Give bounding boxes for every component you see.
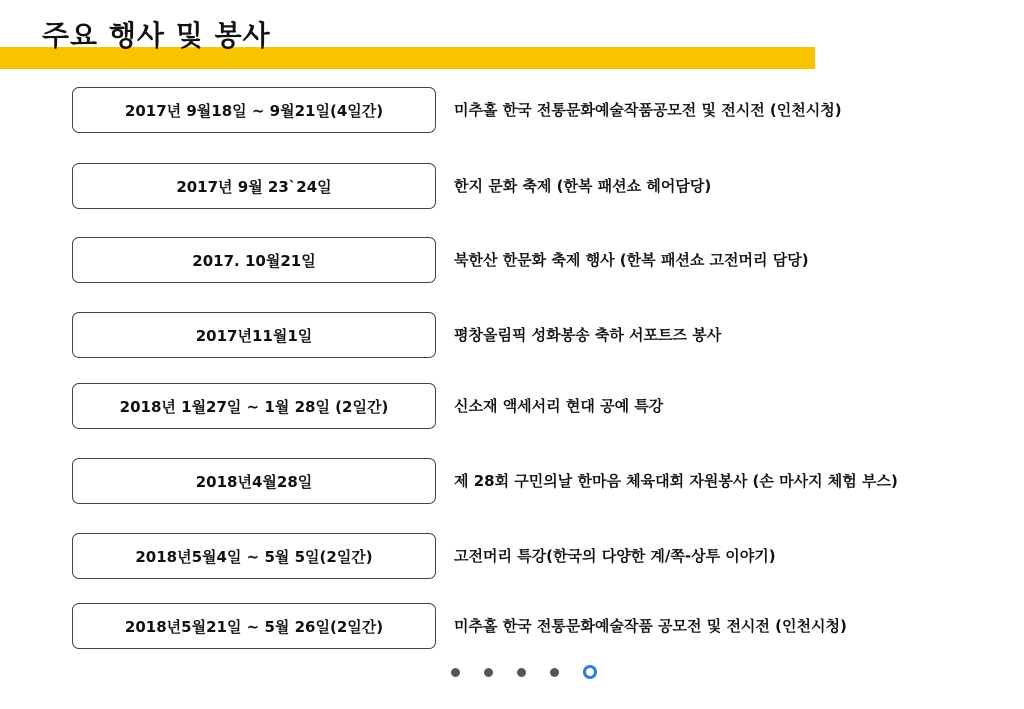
event-description: 고전머리 특강(한국의 다양한 계/쪽-상투 이야기): [454, 547, 776, 565]
event-description: 미추홀 한국 전통문화예술작품 공모전 및 전시전 (인천시청): [454, 617, 847, 635]
event-date-box: 2017년 9월18일 ~ 9월21일(4일간): [72, 87, 436, 133]
pagination-dots: [451, 666, 597, 679]
event-date-box: 2018년5월21일 ~ 5월 26일(2일간): [72, 603, 436, 649]
event-description: 평창올림픽 성화봉송 축하 서포트즈 봉사: [454, 326, 722, 344]
event-date-box: 2017년 9월 23`24일: [72, 163, 436, 209]
pagination-dot-active[interactable]: [583, 665, 597, 679]
event-description: 미추홀 한국 전통문화예술작품공모전 및 전시전 (인천시청): [454, 101, 842, 119]
page-title: 주요 행사 및 봉사: [42, 19, 271, 52]
pagination-dot[interactable]: [550, 668, 559, 677]
event-description: 제 28회 구민의날 한마음 체육대회 자원봉사 (손 마사지 체험 부스): [454, 472, 898, 490]
pagination-dot[interactable]: [484, 668, 493, 677]
event-date-box: 2017. 10월21일: [72, 237, 436, 283]
event-date-box: 2018년 1월27일 ~ 1월 28일 (2일간): [72, 383, 436, 429]
event-row: [0, 603, 1024, 653]
event-row: [0, 163, 1024, 213]
pagination-dot[interactable]: [451, 668, 460, 677]
event-description: 북한산 한문화 축제 행사 (한복 패션쇼 고전머리 담당): [454, 251, 809, 269]
event-row: [0, 458, 1024, 508]
event-description: 한지 문화 축제 (한복 패션쇼 헤어담당): [454, 177, 712, 195]
event-date-box: 2018년4월28일: [72, 458, 436, 504]
event-date-box: 2017년11월1일: [72, 312, 436, 358]
event-row: [0, 312, 1024, 362]
event-row: [0, 533, 1024, 583]
event-row: [0, 383, 1024, 433]
pagination-dot[interactable]: [517, 668, 526, 677]
event-row: [0, 87, 1024, 137]
event-date-box: 2018년5월4일 ~ 5월 5일(2일간): [72, 533, 436, 579]
event-row: [0, 237, 1024, 287]
event-description: 신소재 액세서리 현대 공예 특강: [454, 397, 664, 415]
